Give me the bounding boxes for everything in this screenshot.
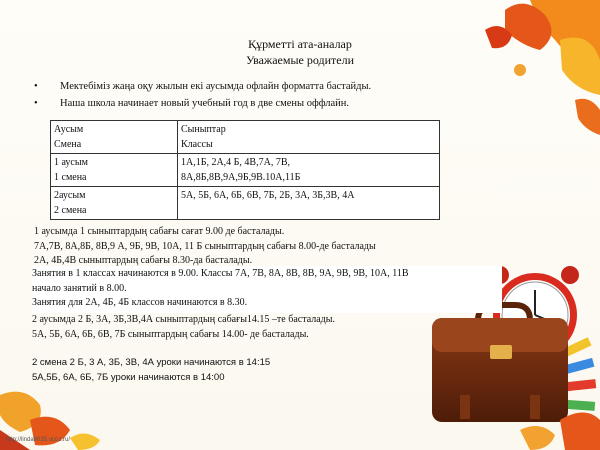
shift-russian: 2 смена <box>54 205 87 216</box>
schedule-kazakh-shift1 <box>34 225 376 269</box>
header-classes-russian: Классы <box>181 139 213 150</box>
bullet-text: Мектебіміз жаңа оқу жылын екі аусымда офлайн форматта бастайды. <box>60 81 372 92</box>
header-shift-cell <box>51 121 178 154</box>
schedule-line: 7А,7В, 8А,8Б, 8В,9 А, 9Б, 9В, 10А, 11 Б сыныптардың сабағы 8.00-де басталады <box>34 240 376 252</box>
shift-cell <box>51 154 178 187</box>
bullet-icon: • <box>34 98 38 109</box>
table-header-row <box>51 121 440 154</box>
schedule-line: 1 аусымда 1 сыныптардың сабағы сағат 9.00 де басталады. <box>34 226 285 237</box>
header-shift-kazakh: Аусым <box>54 124 84 135</box>
schedule-line: 5А, 5Б, 6А, 6Б, 6В, 7Б сыныптардың сабағы 14.00- де басталады. <box>32 328 309 340</box>
title-kazakh: Құрметті ата-аналар <box>248 37 352 51</box>
footer-url: http://linda6035.ucoz.ru/ <box>6 437 71 443</box>
schedule-line: 2А, 4Б,4В сыныптардың сабағы 8.30-да басталады. <box>34 255 253 266</box>
shift-cell <box>51 187 178 220</box>
schedule-line: 2 смена 2 Б, 3 А, 3Б, 3В, 4А уроки начинаются в 14:15 <box>32 357 271 368</box>
schedule-line: начало занятий в 8.00. <box>32 282 127 294</box>
table-row <box>51 187 440 220</box>
classes-cell <box>178 154 440 187</box>
bullet-list <box>34 78 371 112</box>
bullet-item <box>34 95 371 112</box>
bullet-text: Наша школа начинает новый учебный год в две смены оффлайн. <box>60 98 350 109</box>
shift-schedule-table <box>50 120 440 220</box>
bullet-item <box>34 78 371 95</box>
classes-line: 5А, 5Б, 6А, 6Б, 6В, 7Б, 2Б, 3А, 3Б,3В, 4А <box>181 190 355 201</box>
header-classes-cell <box>178 121 440 154</box>
shift-kazakh: 2аусым <box>54 190 86 201</box>
title-russian: Уважаемые родители <box>245 53 355 67</box>
shift-kazakh: 1 аусым <box>54 157 88 168</box>
table-row <box>51 154 440 187</box>
header-classes-kazakh: Сыныптар <box>181 124 226 135</box>
header-shift-russian: Смена <box>54 139 82 150</box>
bullet-icon: • <box>34 81 38 92</box>
classes-line: 8А,8Б,8В,9А,9Б,9В.10А,11Б <box>181 172 301 183</box>
schedule-kazakh-shift2 <box>32 313 335 342</box>
schedule-line: 2 аусымда 2 Б, 3А, 3Б,3В,4А сыныптардың сабағы14.15 –те басталады. <box>32 314 335 325</box>
schedule-line: 5А,5Б, 6А, 6Б, 7Б уроки начинаются в 14:00 <box>32 371 225 383</box>
schedule-russian-shift1 <box>32 266 502 313</box>
schedule-line: Занятия в 1 классах начинаются в 9.00. Классы 7А, 7В, 8А, 8В, 8В, 9А, 9В, 9В, 10А, 11В <box>32 268 409 279</box>
classes-line: 1А,1Б, 2А,4 Б, 4В,7А, 7В, <box>181 157 290 168</box>
shift-russian: 1 смена <box>54 172 87 183</box>
classes-cell <box>178 187 440 220</box>
schedule-line: Занятия для 2А, 4Б, 4Б классов начинаются в 8.30. <box>32 297 248 308</box>
schedule-russian-shift2 <box>32 356 270 385</box>
letter-title <box>0 36 600 68</box>
